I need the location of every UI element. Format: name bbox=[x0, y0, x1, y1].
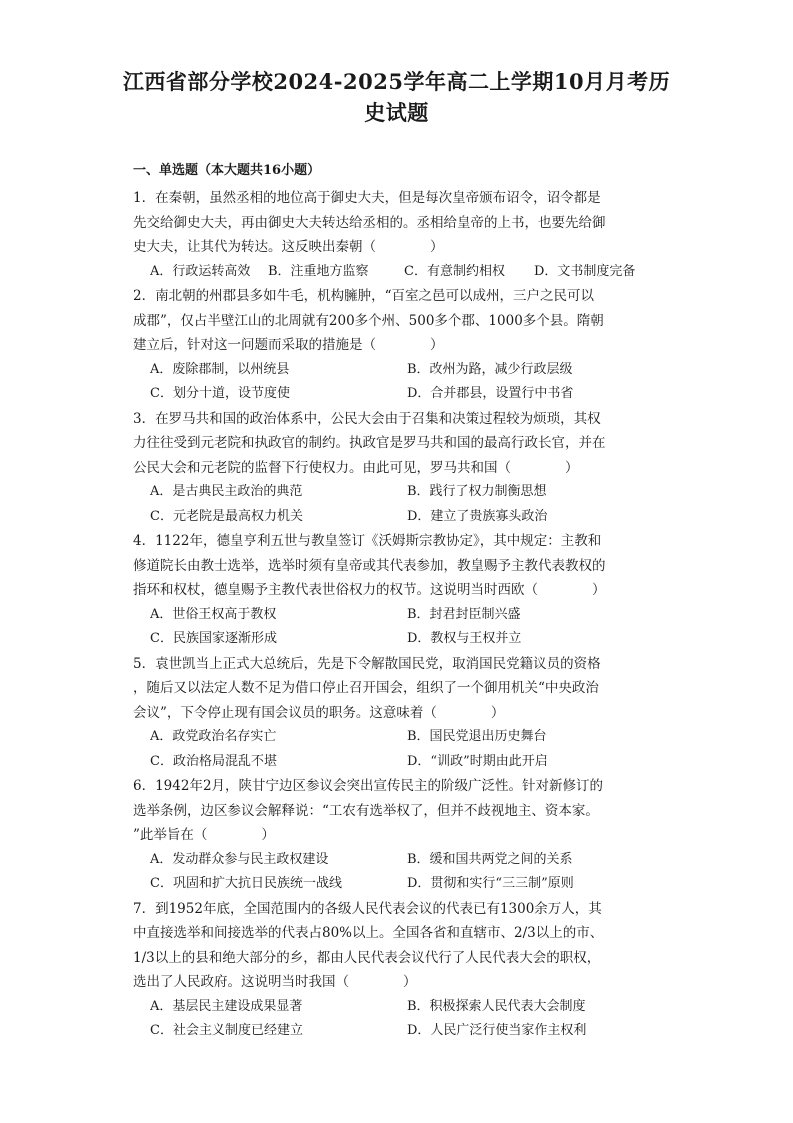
options-row bbox=[133, 750, 673, 775]
question-stem-line: ”此举旨在（ ） bbox=[133, 827, 275, 843]
question-7 bbox=[133, 897, 673, 1044]
question-stem-line: 力往往受到元老院和执政官的制约。执政官是罗马共和国的最高行政长官，并在 bbox=[133, 435, 606, 451]
option-D: D．文书制度完备 bbox=[534, 263, 636, 279]
option-A: A．是古典民主政治的典范 bbox=[150, 484, 303, 499]
options-row bbox=[133, 872, 673, 897]
option-A: A．发动群众参与民主政权建设 bbox=[150, 851, 329, 867]
question-stem-line: 中直接选举和间接选举的代表占80%以上。全国各省和直辖市、2/3以上的市、 bbox=[133, 925, 604, 941]
options-row bbox=[133, 995, 673, 1020]
question-4 bbox=[133, 529, 673, 652]
option-C: C．元老院是最高权力机关 bbox=[150, 508, 303, 524]
question-stem-line: 3．在罗马共和国的政治体系中，公民大会由于召集和决策过程较为烦琐，其权 bbox=[133, 410, 601, 427]
option-C: C．划分十道，设节度使 bbox=[150, 386, 290, 401]
options-row bbox=[133, 480, 673, 505]
question-1 bbox=[133, 186, 673, 284]
options-row bbox=[133, 505, 673, 530]
question-stem-line: 5．袁世凯当上正式大总统后，先是下令解散国民党，取消国民党籍议员的资格 bbox=[133, 655, 601, 672]
option-D: D．贯彻和实行“三三制”原则 bbox=[407, 876, 574, 891]
option-B: B．积极探索人民代表大会制度 bbox=[407, 998, 586, 1014]
option-B: B．国民党退出历史舞台 bbox=[407, 729, 547, 744]
option-D: D．“训政”时期由此开启 bbox=[407, 753, 548, 769]
option-A: A．行政运转高效 bbox=[150, 263, 251, 279]
option-C: C．巩固和扩大抗日民族统一战线 bbox=[150, 876, 342, 891]
option-C: C．社会主义制度已经建立 bbox=[150, 1023, 303, 1038]
question-6 bbox=[133, 774, 673, 897]
option-B: B．改州为路，减少行政层级 bbox=[407, 361, 573, 377]
option-D: D．合并郡县，设置行中书省 bbox=[407, 386, 574, 401]
question-list bbox=[133, 186, 673, 1044]
option-C: C．政治格局混乱不堪 bbox=[150, 753, 277, 769]
question-stem-line: 修道院长由教士选举，选举时须有皇帝或其代表参加，教皇赐予主教代表教权的 bbox=[133, 557, 606, 574]
question-stem-line: 成郡”，仅占半壁江山的北周就有200多个州、500多个郡、1000多个县。隋朝 bbox=[133, 312, 604, 329]
options-row bbox=[133, 260, 673, 285]
option-A: A．废除郡制，以州统县 bbox=[150, 361, 290, 377]
question-stem-line: 先交给御史大夫，再由御史大夫转达给丞相的。丞相给皇帝的上书，也要先给御 bbox=[133, 214, 606, 231]
question-stem-line: ，随后又以法定人数不足为借口停止召开国会，组织了一个御用机关“中央政治 bbox=[133, 680, 599, 696]
option-A: A．政党政治名存实亡 bbox=[150, 729, 277, 744]
options-row bbox=[133, 358, 673, 383]
option-A: A．基层民主建设成果显著 bbox=[150, 998, 303, 1014]
options-row bbox=[133, 603, 673, 628]
options-row bbox=[133, 382, 673, 407]
option-B: B．注重地方监察 bbox=[268, 263, 369, 279]
option-B: B．缓和国共两党之间的关系 bbox=[407, 851, 573, 867]
question-stem-line: 建立后，针对这一问题而采取的措施是（ ） bbox=[133, 337, 444, 353]
question-stem-line: 6．1942年2月，陕甘宁边区参议会突出宣传民主的阶级广泛性。针对新修订的 bbox=[133, 778, 604, 794]
option-B: B．践行了权力制衡思想 bbox=[407, 484, 547, 499]
options-row bbox=[133, 725, 673, 750]
question-stem-line: 1/3以上的县和绝大部分的乡，都由人民代表会议代行了人民代表大会的职权， bbox=[133, 949, 601, 966]
options-row bbox=[133, 1019, 673, 1044]
option-B: B．封君封臣制兴盛 bbox=[407, 606, 521, 622]
question-3 bbox=[133, 407, 673, 530]
option-C: C．有意制约相权 bbox=[404, 263, 505, 279]
section-heading: 一、单选题（本大题共16小题） bbox=[133, 163, 321, 178]
question-stem-line: 选举条例，边区参议会解释说：“工农有选举权了，但并不歧视地主、资本家。 bbox=[133, 802, 599, 819]
question-stem-line: 会议”，下令停止现有国会议员的职务。这意味着（ ） bbox=[133, 704, 505, 721]
question-stem-line: 7．到1952年底，全国范围内的各级人民代表会议的代表已有1300余万人，其 bbox=[133, 900, 602, 917]
question-stem-line: 选出了人民政府。这说明当时我国（ ） bbox=[133, 974, 417, 990]
options-row bbox=[133, 627, 673, 652]
question-stem-line: 2．南北朝的州郡县多如牛毛，机构臃肿，“百室之邑可以成州，三户之民可以 bbox=[133, 288, 594, 304]
title-line-2: 史试题 bbox=[364, 100, 429, 125]
option-D: D．教权与王权并立 bbox=[407, 631, 522, 646]
page-title bbox=[120, 66, 673, 128]
options-row bbox=[133, 848, 673, 873]
question-2 bbox=[133, 284, 673, 407]
option-D: D．建立了贵族寡头政治 bbox=[407, 508, 548, 524]
question-stem-line: 史大夫，让其代为转达。这反映出秦朝（ ） bbox=[133, 239, 444, 255]
question-5 bbox=[133, 652, 673, 775]
question-stem-line: 公民大会和元老院的监督下行使权力。由此可见，罗马共和国（ ） bbox=[133, 459, 579, 476]
title-line-1: 江西省部分学校2024-2025学年高二上学期10月月考历 bbox=[122, 69, 671, 94]
option-C: C．民族国家逐渐形成 bbox=[150, 631, 277, 646]
question-stem-line: 4．1122年，德皇亨利五世与教皇签订《沃姆斯宗教协定》，其中规定：主教和 bbox=[133, 533, 602, 549]
option-A: A．世俗王权高于教权 bbox=[150, 606, 277, 622]
option-D: D．人民广泛行使当家作主权利 bbox=[407, 1023, 587, 1038]
question-stem-line: 指环和权杖，德皇赐予主教代表世俗权力的权节。这说明当时西欧（ ） bbox=[133, 582, 606, 598]
question-stem-line: 1．在秦朝，虽然丞相的地位高于御史大夫，但是每次皇帝颁布诏令，诏令都是 bbox=[133, 190, 601, 206]
